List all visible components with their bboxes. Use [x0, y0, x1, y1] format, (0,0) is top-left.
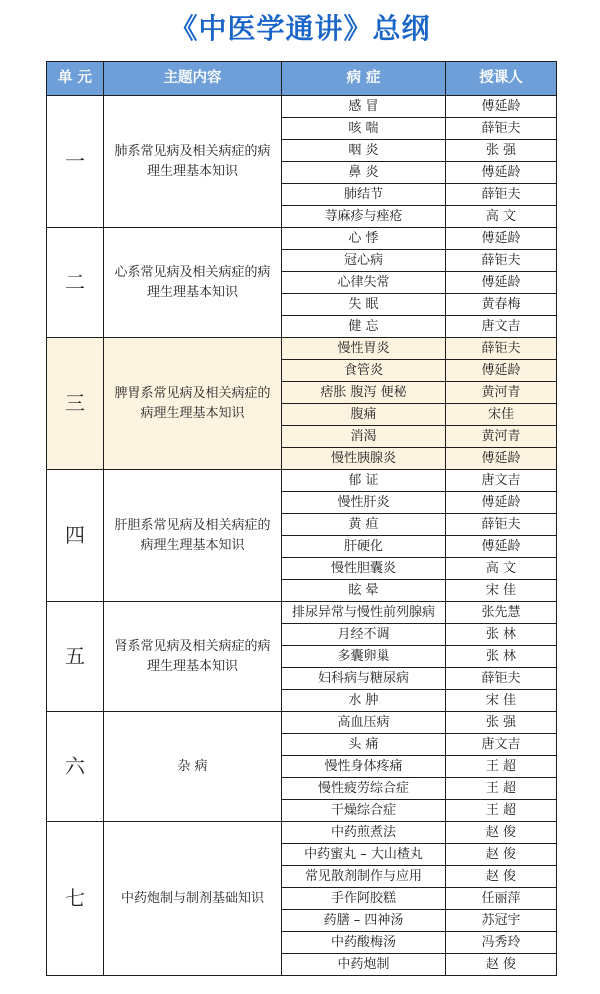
disease-cell: 咳 喘: [282, 118, 446, 140]
table-row: [47, 712, 557, 734]
disease-cell: 慢性胆囊炎: [282, 558, 446, 580]
lecturer-cell: 赵 俊: [446, 822, 557, 844]
lecturer-cell: 宋 佳: [446, 690, 557, 712]
page-title: 《中医学通讲》总纲: [169, 12, 431, 45]
unit-number: 二: [47, 228, 104, 338]
disease-cell: 感 冒: [282, 96, 446, 118]
disease-cell: 常见散剂制作与应用: [282, 866, 446, 888]
lecturer-cell: 黄河青: [446, 426, 557, 448]
disease-cell: 月经不调: [282, 624, 446, 646]
disease-cell: 肝硬化: [282, 536, 446, 558]
lecturer-cell: 张先慧: [446, 602, 557, 624]
lecturer-cell: 唐文吉: [446, 734, 557, 756]
lecturer-cell: 苏冠宇: [446, 910, 557, 932]
unit-topic: 脾胃系常见病及相关病症的病理生理基本知识: [104, 338, 282, 470]
disease-cell: 食管炎: [282, 360, 446, 382]
disease-cell: 荨麻疹与痤疮: [282, 206, 446, 228]
lecturer-cell: 张 强: [446, 712, 557, 734]
lecturer-cell: 唐文吉: [446, 470, 557, 492]
disease-cell: 腹痛: [282, 404, 446, 426]
header-topic: 主题内容: [104, 62, 282, 96]
lecturer-cell: 张 林: [446, 646, 557, 668]
lecturer-cell: 傅延龄: [446, 492, 557, 514]
disease-cell: 黄 疸: [282, 514, 446, 536]
lecturer-cell: 薛钜夫: [446, 184, 557, 206]
disease-cell: 中药煎煮法: [282, 822, 446, 844]
header-row: [47, 62, 557, 96]
unit-number: 五: [47, 602, 104, 712]
disease-cell: 心 悸: [282, 228, 446, 250]
disease-cell: 慢性肝炎: [282, 492, 446, 514]
lecturer-cell: 薛钜夫: [446, 668, 557, 690]
table-row: [47, 602, 557, 624]
disease-cell: 中药炮制: [282, 954, 446, 976]
disease-cell: 高血压病: [282, 712, 446, 734]
header-unit: 单 元: [47, 62, 104, 96]
header-disease: 病 症: [282, 62, 446, 96]
lecturer-cell: 高 文: [446, 558, 557, 580]
header-lecturer: 授课人: [446, 62, 557, 96]
lecturer-cell: 赵 俊: [446, 844, 557, 866]
disease-cell: 咽 炎: [282, 140, 446, 162]
lecturer-cell: 傅延龄: [446, 162, 557, 184]
disease-cell: 慢性身体疼痛: [282, 756, 446, 778]
lecturer-cell: 黄河青: [446, 382, 557, 404]
lecturer-cell: 唐文吉: [446, 316, 557, 338]
disease-cell: 眩 晕: [282, 580, 446, 602]
table-body: [47, 96, 557, 976]
table-row: [47, 338, 557, 360]
lecturer-cell: 宋 佳: [446, 580, 557, 602]
disease-cell: 慢性疲劳综合症: [282, 778, 446, 800]
lecturer-cell: 薛钜夫: [446, 514, 557, 536]
disease-cell: 健 忘: [282, 316, 446, 338]
disease-cell: 痞胀 腹泻 便秘: [282, 382, 446, 404]
lecturer-cell: 高 文: [446, 206, 557, 228]
table-row: [47, 96, 557, 118]
lecturer-cell: 赵 俊: [446, 954, 557, 976]
lecturer-cell: 张 强: [446, 140, 557, 162]
lecturer-cell: 张 林: [446, 624, 557, 646]
unit-topic: 肾系常见病及相关病症的病理生理基本知识: [104, 602, 282, 712]
unit-topic: 肝胆系常见病及相关病症的病理生理基本知识: [104, 470, 282, 602]
lecturer-cell: 冯秀玲: [446, 932, 557, 954]
lecturer-cell: 傅延龄: [446, 272, 557, 294]
lecturer-cell: 任丽萍: [446, 888, 557, 910]
unit-number: 一: [47, 96, 104, 228]
lecturer-cell: 傅延龄: [446, 360, 557, 382]
disease-cell: 头 痛: [282, 734, 446, 756]
unit-topic: 心系常见病及相关病症的病理生理基本知识: [104, 228, 282, 338]
disease-cell: 慢性胃炎: [282, 338, 446, 360]
lecturer-cell: 宋佳: [446, 404, 557, 426]
disease-cell: 多囊卵巢: [282, 646, 446, 668]
unit-topic: 杂 病: [104, 712, 282, 822]
lecturer-cell: 薛钜夫: [446, 338, 557, 360]
disease-cell: 药膳 – 四神汤: [282, 910, 446, 932]
disease-cell: 妇科病与糖尿病: [282, 668, 446, 690]
disease-cell: 干燥综合症: [282, 800, 446, 822]
disease-cell: 水 肿: [282, 690, 446, 712]
disease-cell: 肺结节: [282, 184, 446, 206]
unit-number: 六: [47, 712, 104, 822]
disease-cell: 郁 证: [282, 470, 446, 492]
disease-cell: 慢性胰腺炎: [282, 448, 446, 470]
lecturer-cell: 傅延龄: [446, 228, 557, 250]
lecturer-cell: 王 超: [446, 800, 557, 822]
lecturer-cell: 黄春梅: [446, 294, 557, 316]
unit-number: 三: [47, 338, 104, 470]
disease-cell: 排尿异常与慢性前列腺病: [282, 602, 446, 624]
disease-cell: 中药蜜丸 – 大山楂丸: [282, 844, 446, 866]
table-row: [47, 470, 557, 492]
syllabus-table: [46, 61, 557, 976]
lecturer-cell: 傅延龄: [446, 536, 557, 558]
lecturer-cell: 王 超: [446, 778, 557, 800]
unit-topic: 中药炮制与制剂基础知识: [104, 822, 282, 976]
table-row: [47, 822, 557, 844]
lecturer-cell: 薛钜夫: [446, 250, 557, 272]
lecturer-cell: 王 超: [446, 756, 557, 778]
table-row: [47, 228, 557, 250]
unit-number: 四: [47, 470, 104, 602]
unit-number: 七: [47, 822, 104, 976]
lecturer-cell: 赵 俊: [446, 866, 557, 888]
lecturer-cell: 薛钜夫: [446, 118, 557, 140]
disease-cell: 心律失常: [282, 272, 446, 294]
lecturer-cell: 傅延龄: [446, 96, 557, 118]
disease-cell: 失 眠: [282, 294, 446, 316]
disease-cell: 中药酸梅汤: [282, 932, 446, 954]
lecturer-cell: 傅延龄: [446, 448, 557, 470]
disease-cell: 消渴: [282, 426, 446, 448]
disease-cell: 鼻 炎: [282, 162, 446, 184]
disease-cell: 冠心病: [282, 250, 446, 272]
unit-topic: 肺系常见病及相关病症的病理生理基本知识: [104, 96, 282, 228]
disease-cell: 手作阿胶糕: [282, 888, 446, 910]
